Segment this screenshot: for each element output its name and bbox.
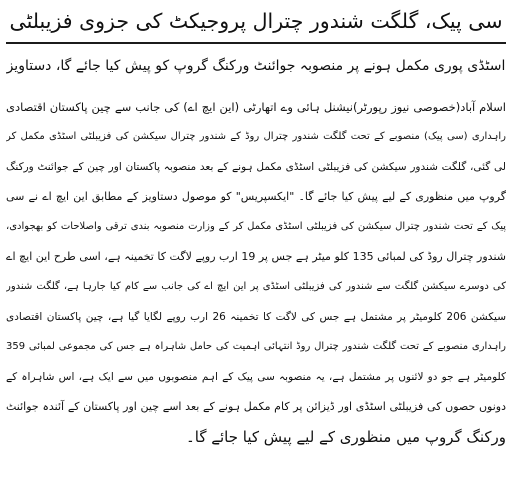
subheadline: اسٹڈی پوری مکمل ہونے پر منصوبہ جوائنٹ ورکنگ گروپ کو پیش کیا جائے گا، دستاویز [6, 58, 506, 74]
body-line: شندور چترال روڈ کی لمبائی 135 کلو میٹر ہے جس پر 19 ارب روپے لاگت کا تخمینہ ہے، اسی طرح این ایچ اے [6, 250, 506, 263]
body-line: گروپ میں منظوری کے لیے پیش کیا جائے گا۔ "ایکسپریس" کو موصول دستاویز کے مطابق این ایچ اے نے سی [6, 190, 506, 203]
body-line: کی دوسرے سیکشن گلگت سے شندور کی فزیبلٹی اسٹڈی پر این ایچ اے کی جانب سے کام کیا جارہا ہے، گلگت شندور [6, 281, 506, 292]
body-line: راہداری (سی پیک) منصوبے کے تحت گلگت شندور چترال روڈ کے شندور چترال سیکشن کی فزیبلٹی اسٹڈی مکمل کر [6, 131, 506, 142]
body-line: راہداری منصوبے کے تحت گلگت شندور چترال روڈ انتہائی اہمیت کی حامل شاہراہ ہے جس کی مجموعی لمبائی 359 [6, 341, 506, 352]
headline-divider [6, 42, 506, 44]
body-line: سیکشن 206 کلومیٹر پر مشتمل ہے جس کی لاگت کا تخمینہ 26 ارب روپے لگایا گیا ہے، چین پاکستان اقتصادی [6, 311, 506, 323]
body-line: اسلام آباد(خصوصی نیوز رپورٹر)نیشنل ہائی وے اتھارٹی (این ایچ اے) کی جانب سے چین پاکستان اقتصادی [6, 100, 506, 114]
headline: سی پیک، گلگت شندور چترال پروجیکٹ کی جزوی فزیبلٹی [9, 9, 503, 33]
body-line: لی گئی، گلگت شندور سیکشن کی فزیبلٹی اسٹڈی مکمل ہونے کے بعد منصوبہ پاکستان اور چین کے جوائنٹ ورکنگ [6, 161, 506, 173]
body-line: دونوں حصوں کی فزیبلٹی اسٹڈی اور ڈیزائن پر کام مکمل ہونے کے بعد اسے چین اور پاکستان کے آئندہ جوائنٹ [6, 400, 506, 413]
body-line: پیک کے تحت شندور چترال سیکشن کی فزیبلٹی اسٹڈی مکمل کر کے وزارت منصوبہ بندی ترقی واصلاحات کو بھجوادی، [6, 221, 506, 232]
body-line: ورکنگ گروپ میں منظوری کے لیے پیش کیا جائے گا۔ [185, 428, 506, 446]
body-line: کلومیٹر ہے جو دو لائنوں پر مشتمل ہے، یہ منصوبہ سی پیک کے اہم منصوبوں میں سے ایک ہے، اس شاہراہ کے [6, 371, 506, 383]
article-body [6, 92, 506, 452]
